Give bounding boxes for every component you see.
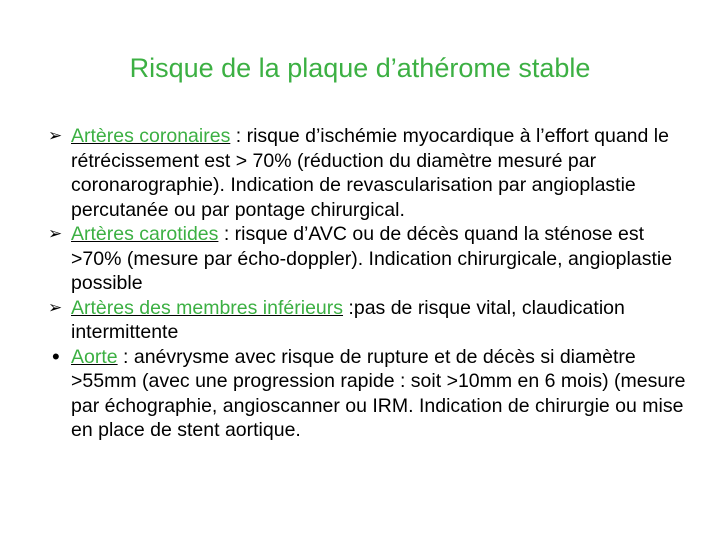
arrow-bullet-icon: ➢ xyxy=(48,224,63,243)
term-aorte: Aorte xyxy=(71,345,118,368)
arrow-bullet-icon: ➢ xyxy=(48,126,63,145)
term-coronaires: Artères coronaires xyxy=(71,125,231,147)
term-membres-inferieurs: Artères des membres inférieurs xyxy=(71,296,344,319)
list-item-coronaires xyxy=(48,124,688,222)
slide-title: Risque de la plaque d’athérome stable xyxy=(129,53,591,83)
arrow-bullet-icon: ➢ xyxy=(48,297,63,317)
list-item-aorte xyxy=(48,345,688,443)
item-text-aorte: : anévrysme avec risque de rupture et de décès si diamètre >55mm (avec une progression rapide : soit >10mm en 6 mois) (mesure par échographie, angioscanner ou IRM. Indication de chirurgie ou mise en place de stent aortique. xyxy=(71,345,686,441)
term-carotides: Artères carotides xyxy=(71,223,219,245)
item-text-membres-inferieurs: :pas de risque vital, claudication intermittente xyxy=(71,296,625,343)
list-item-membres-inferieurs xyxy=(48,296,688,345)
item-text-coronaires: : risque d’ischémie myocardique à l’effort quand le rétrécissement est > 70% (réduction du diamètre mesuré par coronarographie). Indication de revascularisation par angioplastie percutanée ou par pontage chirurgical. xyxy=(71,125,669,221)
dot-bullet-icon: • xyxy=(52,343,60,369)
item-text-carotides: : risque d’AVC ou de décès quand la sténose est >70% (mesure par écho-doppler). Indication chirurgicale, angioplastie possible xyxy=(71,223,673,294)
bullet-list xyxy=(48,124,688,443)
list-item-carotides xyxy=(48,222,688,296)
